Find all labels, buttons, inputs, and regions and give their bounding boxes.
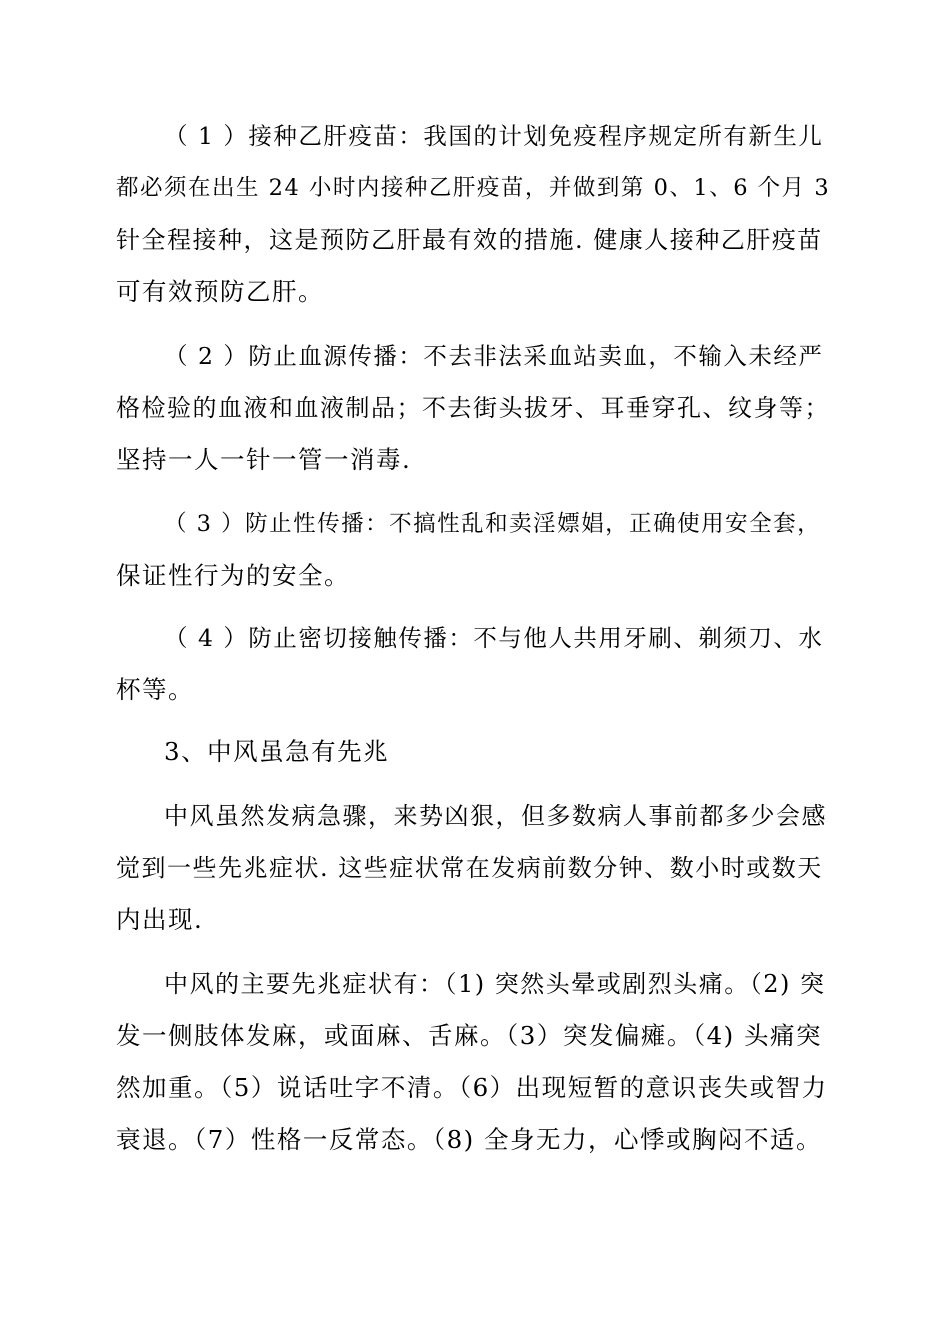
text-line: 保证性行为的安全。 — [116, 561, 350, 590]
section-heading-stroke — [116, 726, 832, 778]
text-line: 针全程接种，这是预防乙肝最有效的措施. 健康人接种乙肝疫苗 — [116, 226, 823, 254]
text-line: 觉到一些先兆症状. 这些症状常在发病前数分钟、数小时或数天 — [116, 854, 823, 882]
paragraph-contact-transmission — [116, 612, 832, 716]
text-line: 内出现. — [116, 905, 204, 934]
text-line: （ 1 ）接种乙肝疫苗：我国的计划免疫程序规定所有新生儿 — [164, 122, 824, 150]
text-line: 3、中风虽急有先兆 — [164, 737, 390, 766]
paragraph-sexual-transmission — [116, 498, 832, 602]
text-line: 衰退。（7）性格一反常态。（8) 全身无力，心悸或胸闷不适。 — [116, 1125, 823, 1154]
text-line: （ 2 ）防止血源传播：不去非法采血站卖血，不输入未经严 — [164, 342, 824, 370]
text-line: （ 4 ）防止密切接触传播：不与他人共用牙刷、剃须刀、水 — [164, 624, 824, 652]
text-line: 可有效预防乙肝。 — [116, 277, 324, 306]
paragraph-hepatitis-vaccine — [116, 110, 832, 318]
text-line: 坚持一人一针一管一消毒. — [116, 445, 412, 474]
text-line: 格检验的血液和血液制品；不去街头拔牙、耳垂穿孔、纹身等； — [116, 394, 830, 422]
text-line: 都必须在出生 24 小时内接种乙肝疫苗，并做到第 0、1、6 个月 3 — [116, 175, 831, 201]
paragraph-blood-transmission — [116, 330, 832, 486]
text-line: 中风虽然发病急骤，来势凶狠，但多数病人事前都多少会感 — [164, 802, 827, 830]
paragraph-stroke-symptoms — [116, 958, 832, 1166]
text-line: （ 3 ）防止性传播：不搞性乱和卖淫嫖娼，正确使用安全套， — [164, 511, 822, 537]
text-line: 杯等。 — [116, 675, 194, 704]
text-line: 发一侧肢体发麻，或面麻、舌麻。（3）突发偏瘫。（4) 头痛突 — [116, 1021, 823, 1050]
text-line: 然加重。（5）说话吐字不清。（6）出现短暂的意识丧失或智力 — [116, 1073, 828, 1102]
text-line: 中风的主要先兆症状有：（1) 突然头晕或剧烈头痛。（2) 突 — [164, 970, 826, 998]
paragraph-stroke-intro — [116, 790, 832, 946]
